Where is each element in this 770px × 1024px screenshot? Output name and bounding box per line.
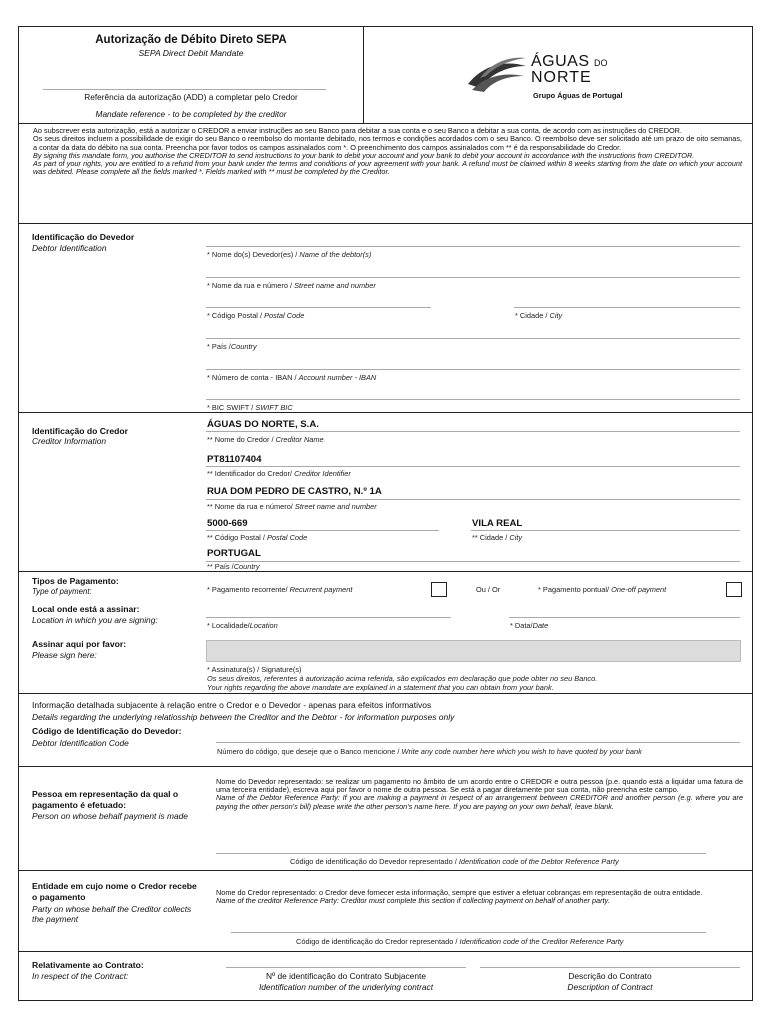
debtor-code-field[interactable]: [216, 742, 740, 743]
one-off-payment-label: * Pagamento pontual/ One-off payment: [538, 585, 667, 594]
location-label: * Localidade/Location: [207, 621, 278, 630]
header-logo: [363, 27, 752, 123]
debtor-city-label: * Cidade / City: [515, 311, 563, 320]
details-subtitle: Details regarding the underlying relatiosship between the Creditor and the Debtor - for information purposes only: [32, 712, 455, 722]
contract-number-label-en: Identification number of the underlying contract: [258, 982, 434, 992]
creditor-identifier-value: PT81107404: [207, 454, 262, 465]
debtor-city-field[interactable]: [514, 307, 740, 308]
behalf-subtitle: Person on whose behalf payment is made: [32, 811, 188, 821]
creditor-city-label: ** Cidade / City: [472, 533, 523, 542]
logo-word-norte: NORTE: [531, 69, 592, 86]
location-subtitle: Location in which you are signing:: [32, 615, 158, 625]
debtor-bic-label: * BIC SWIFT / SWIFT BIC: [207, 403, 293, 412]
debtor-code-label: Número do código, que deseje que o Banco mencione / Write any code number here which you wish to have quoted by your bank: [217, 747, 642, 756]
behalf-code-field[interactable]: [216, 853, 706, 854]
payment-type-title: Tipos de Pagamento:: [32, 576, 119, 586]
date-label: * Data/Date: [510, 621, 549, 630]
location-field[interactable]: [206, 617, 451, 618]
sepa-mandate-form: [18, 26, 753, 1001]
contract-number-field[interactable]: [226, 967, 466, 968]
creditor-city-value: VILA REAL: [472, 518, 523, 529]
debtor-code-title: Código de Identificação do Devedor:: [32, 726, 182, 736]
behalf-title: Pessoa em representação da qual o pagamento é efetuado:: [32, 789, 179, 810]
entity-title: Entidade em cujo nome o Credor recebe o pagamento: [32, 881, 197, 902]
signature-note-en: Your rights regarding the above mandate are explained in a statement that you can obtain from your bank.: [207, 683, 554, 692]
behalf-code-label: Código de identificação do Devedor representado / Identification code of the Debtor Reference Party: [290, 857, 619, 866]
creditor-street-value: RUA DOM PEDRO DE CASTRO, N.º 1A: [207, 486, 382, 497]
contract-description-label-en: Description of Contract: [567, 982, 653, 992]
entity-subtitle: Party on whose behalf the Creditor collects the payment: [32, 904, 192, 924]
payment-type-subtitle: Type of payment:: [32, 587, 92, 596]
date-field[interactable]: [509, 617, 740, 618]
signature-box[interactable]: [206, 640, 741, 662]
payment-or-label: Ou / Or: [476, 585, 501, 594]
debtor-iban-label: * Número de conta - IBAN / Account number - IBAN: [207, 373, 377, 382]
debtor-code-subtitle: Debtor Identification Code: [32, 738, 129, 748]
details-title: Informação detalhada subjacente à relação entre o Credor e o Devedor - apenas para efeitos informativos: [32, 700, 432, 710]
creditor-identifier-label: ** Identificador do Credor/ Creditor Identifier: [207, 469, 351, 478]
entity-text-pt: Nome do Credor representado: o Credor deve fornecer esta informação, sempre que estiver a efetuar cobranças em representação de outra entidade.: [216, 888, 703, 897]
contract-number-label-pt: Nº de identificação do Contrato Subjacente: [266, 971, 426, 981]
form-subtitle: SEPA Direct Debit Mandate: [138, 48, 244, 58]
behalf-text: [216, 778, 743, 811]
creditor-street-label: ** Nome da rua e número/ Street name and number: [207, 502, 377, 511]
debtor-name-field[interactable]: [206, 246, 740, 247]
creditor-postal-label: ** Código Postal / Postal Code: [207, 533, 308, 542]
entity-text-en: Name of the creditor Reference Party: Creditor must complete this section if collecting payment on behalf of another party.: [216, 896, 610, 906]
behalf-text-en: Name of the Debtor Reference Party: If you are making a payment in respect of an arrangement between CREDITOR and another person (e.g. where you are paying the other person's bill) please write the other person's name here. If you are paying on your own behalf, leave blank.: [216, 793, 743, 811]
creditor-postal-value: 5000-669: [207, 518, 248, 529]
debtor-name-label: * Nome do(s) Devedor(es) / Name of the debtor(s): [207, 250, 372, 259]
entity-code-label: Código de identificação do Credor representado / Identification code of the Creditor Reference Party: [296, 937, 624, 946]
entity-text: [216, 889, 743, 905]
debtor-bic-field[interactable]: [206, 399, 740, 400]
logo-group-name: Grupo Águas de Portugal: [533, 91, 623, 100]
contract-subtitle: In respect of the Contract:: [32, 971, 129, 981]
one-off-payment-checkbox[interactable]: [726, 582, 742, 597]
debtor-section-title: Identificação do Devedor: [32, 232, 135, 242]
debtor-postal-field[interactable]: [206, 307, 431, 308]
recurrent-payment-label: * Pagamento recorrente/ Recurrent payment: [207, 585, 353, 594]
creditor-name-label: ** Nome do Credor / Creditor Name: [207, 435, 324, 444]
mandate-reference-label-pt: Referência da autorização (ADD) a completar pelo Credor: [84, 92, 298, 102]
contract-description-label-pt: Descrição do Contrato: [568, 971, 652, 981]
header-left: [19, 27, 364, 123]
debtor-street-label: * Nome da rua e número / Street name and number: [207, 281, 376, 290]
aguas-do-norte-logo-icon: [466, 54, 528, 94]
behalf-text-pt: Nome do Devedor representado: se realizar um pagamento no âmbito de um acordo entre o CREDOR e outra pessoa (p.e. quando está a liquidar uma fatura de uma terceira entidade), escreva aqui por favor o nome de outra pessoa. Se está a pagar diretamente por sua conta, não preencha este campo.: [216, 777, 743, 795]
debtor-street-field[interactable]: [206, 277, 740, 278]
signature-note-pt: Os seus direitos, referentes à autorização acima referida, são explicados em declaração que pode obter no seu Banco.: [207, 674, 598, 683]
debtor-country-field[interactable]: [206, 338, 740, 339]
creditor-country-value: PORTUGAL: [207, 548, 261, 559]
intro-text: [33, 127, 742, 177]
signature-label: * Assinatura(s) / Signature(s): [207, 665, 302, 674]
creditor-name-value: ÁGUAS DO NORTE, S.A.: [207, 419, 319, 430]
creditor-country-label: ** País /Country: [207, 562, 260, 571]
creditor-section-subtitle: Creditor Information: [32, 436, 107, 446]
contract-description-field[interactable]: [480, 967, 740, 968]
debtor-postal-label: * Código Postal / Postal Code: [207, 311, 305, 320]
debtor-country-label: * País /Country: [207, 342, 257, 351]
contract-title: Relativamente ao Contrato:: [32, 960, 144, 970]
mandate-reference-label-en: Mandate reference - to be completed by the creditor: [95, 109, 287, 119]
entity-code-field[interactable]: [231, 932, 706, 933]
intro-en-2: As part of your rights, you are entitled to a refund from your bank under the terms and conditions of your agreement with your bank. A refund must be claimed within 8 weeks starting from the date on which your account was debited. Please complete all the fields marked *. Fields marked with ** must be completed by the Creditor.: [33, 159, 742, 177]
form-title: Autorização de Débito Direto SEPA: [95, 34, 287, 46]
signature-subtitle: Please sign here:: [32, 650, 97, 660]
debtor-iban-field[interactable]: [206, 369, 740, 370]
debtor-section-subtitle: Debtor Identification: [32, 243, 107, 253]
intro-pt-1: Ao subscrever esta autorização, está a autorizar o CREDOR a enviar instruções ao seu Banco para debitar a sua conta e o seu Banco a debitar a sua conta, de acordo com as instruções do CREDOR.: [33, 126, 682, 135]
location-title: Local onde está a assinar:: [32, 604, 140, 614]
intro-pt-2: Os seus direitos incluem a possibilidade de exigir do seu Banco o reembolso do montante debitado, nos termos e condições acordados com o seu Banco. O reembolso deve ser solicitado até um prazo de oito semanas, a contar da data do débito na sua conta. Preencha por favor todos os campos assinalados com *. O preenchimento dos campos assinalados com ** é da responsabilidade do Credor.: [33, 134, 742, 152]
logo-word-aguas: ÁGUAS: [531, 53, 590, 70]
intro-en-1: By signing this mandate form, you authorise the CREDITOR to send instructions to your bank to debit your account and your bank to debit your account in accordance with the instructions from CREDITOR.: [33, 150, 695, 160]
mandate-reference-line: [43, 89, 326, 90]
logo-word-do: DO: [593, 58, 608, 68]
recurrent-payment-checkbox[interactable]: [431, 582, 447, 597]
signature-title: Assinar aqui por favor:: [32, 639, 127, 649]
creditor-section-title: Identificação do Credor: [32, 426, 128, 436]
